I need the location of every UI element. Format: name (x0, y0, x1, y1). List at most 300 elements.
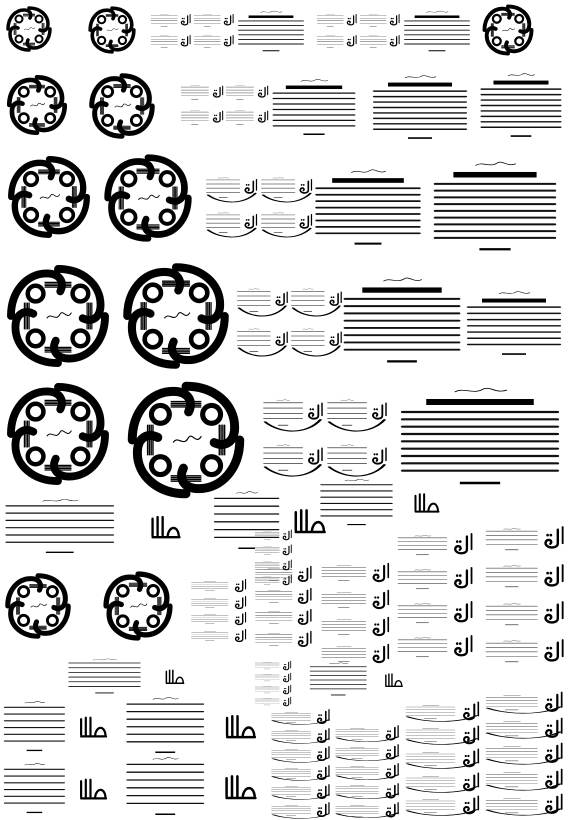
emblem-loop (28, 331, 44, 347)
panel-text-lines (317, 37, 343, 44)
emblem-arc (8, 10, 31, 29)
qul-letter (344, 10, 358, 30)
swoosh-underline (272, 736, 330, 745)
emblem-arc (138, 574, 167, 609)
panel-text-lines (398, 640, 447, 652)
emblem-arc (10, 27, 29, 50)
qul-letter (344, 31, 358, 51)
qul-surah-panel (254, 531, 280, 540)
bismillah-header (503, 747, 520, 748)
allah-text-panel (2, 700, 67, 752)
bismillah-header (422, 705, 438, 706)
qul-emblem (4, 72, 70, 138)
emblem-loop (515, 37, 523, 45)
qul-letter (387, 10, 401, 30)
emblem-loop (25, 209, 38, 222)
panel-title-line (453, 172, 536, 178)
allah-text-panel (212, 490, 281, 550)
emblem-loop (98, 16, 105, 23)
emblem-loop (203, 405, 221, 423)
qul-glyph (455, 536, 467, 553)
kursi-panel (236, 10, 306, 52)
emblem-center-script (115, 104, 131, 108)
qul-letter (178, 10, 192, 30)
bismillah-header (337, 647, 352, 648)
bismillah-header (351, 170, 386, 173)
qul-letter (368, 560, 391, 586)
panel-text-lines (398, 606, 447, 618)
qul-surah-panel (190, 581, 230, 591)
qul-emblem (4, 152, 94, 242)
emblem-loop (47, 587, 57, 597)
allah-wordmark (372, 671, 416, 691)
panel-text-lines (374, 91, 466, 129)
qul-glyph (283, 531, 289, 539)
qul-letter (368, 614, 391, 640)
bismillah-header (508, 74, 535, 76)
panel-text-lines (192, 632, 228, 638)
emblem-loop (117, 585, 128, 596)
swoosh-underline (486, 780, 562, 793)
qul-glyph (455, 638, 467, 655)
qul-glyph (373, 620, 384, 635)
emblem-arc (484, 9, 509, 30)
panel-text-lines (486, 606, 537, 619)
qul-glyph (258, 113, 265, 122)
qul-glyph (373, 647, 384, 662)
swoosh-underline (272, 773, 330, 782)
emblem-loop (46, 114, 55, 123)
qul-glyph (225, 37, 231, 46)
qul-letter (539, 595, 566, 631)
emblem-loop (61, 209, 74, 222)
panel-title-line (286, 86, 342, 89)
bismillah-header (503, 528, 520, 529)
emblem-arc (29, 8, 48, 31)
qul-glyph (373, 593, 384, 608)
panel-text-lines (255, 687, 279, 691)
allah-text-panel (124, 696, 207, 754)
qul-letter (280, 696, 293, 707)
swoosh-underline (207, 188, 257, 206)
emblem-arc (9, 80, 39, 105)
qul-glyph (235, 598, 242, 608)
panel-text-lines (192, 616, 228, 622)
panel-text-lines (226, 87, 253, 96)
qul-glyph (284, 662, 289, 669)
emblem-loop (103, 87, 113, 97)
emblem-loop (119, 37, 126, 44)
bismillah-header (337, 566, 352, 567)
bismillah-header (414, 637, 430, 638)
emblem-arc (132, 391, 190, 440)
panel-text-lines (256, 592, 292, 600)
panel-text-lines (194, 37, 220, 44)
bismillah-header (383, 278, 421, 281)
emblem-center-script (130, 604, 147, 608)
emblem-loop (191, 285, 207, 301)
bismillah-header (329, 663, 348, 664)
panel-text-lines (486, 643, 537, 656)
qul-letter (230, 595, 249, 611)
panel-title-line (388, 83, 452, 87)
bismillah-header (235, 85, 244, 86)
bismillah-header (503, 721, 520, 722)
emblem-loop (145, 285, 161, 301)
qul-surah-panel (320, 619, 368, 635)
allah-glyph (227, 716, 255, 737)
emblem-arc (108, 162, 152, 198)
panel-text-lines (194, 16, 220, 23)
kursi-panel (478, 72, 564, 138)
swoosh-underline (486, 703, 562, 716)
qul-letter (368, 587, 391, 613)
emblem-arc (11, 163, 52, 197)
bismillah-header (503, 641, 520, 642)
allah-text-panel (66, 658, 143, 694)
panel-text-lines (192, 583, 228, 589)
panel-text-lines (317, 16, 343, 23)
qul-surah-panel (150, 35, 178, 48)
panel-title-line (362, 287, 441, 292)
emblem-center-script (138, 195, 159, 200)
allah-wordmark (211, 711, 271, 746)
qul-surah-panel (396, 637, 449, 657)
swoosh-underline (264, 458, 322, 481)
bismillah-header (235, 110, 244, 111)
qul-letter (539, 520, 566, 556)
emblem-loop (19, 114, 28, 123)
allah-wordmark (147, 667, 203, 689)
bismillah-header (422, 776, 438, 777)
allah-wordmark (70, 775, 117, 806)
kursi-panel (402, 10, 472, 52)
emblem-loop (145, 331, 161, 347)
panel-text-lines (316, 188, 419, 233)
bismillah-header (414, 603, 430, 604)
qul-letter (280, 684, 293, 695)
qul-glyph (455, 570, 467, 587)
emblem-loop (98, 37, 105, 44)
swoosh-underline (292, 340, 341, 360)
emblem-loop (103, 115, 113, 125)
emblem-loop (122, 172, 135, 185)
panel-text-lines (5, 707, 65, 741)
qul-glyph (235, 631, 242, 641)
bismillah-header (341, 400, 354, 401)
qul-emblem (2, 260, 114, 372)
qul-letter (255, 80, 269, 104)
qul-letter (449, 630, 475, 662)
emblem-center-script (107, 28, 118, 31)
bismillah-header (25, 701, 45, 703)
emblem-arc (92, 28, 112, 52)
qul-letter (255, 105, 269, 129)
swoosh-underline (406, 806, 478, 818)
qul-emblem (86, 70, 158, 142)
allah-wordmark (124, 512, 208, 546)
emblem-arc (508, 6, 529, 31)
qul-glyph (373, 566, 384, 581)
qul-letter (387, 31, 401, 51)
swoosh-underline (406, 712, 478, 724)
panel-text-lines (255, 663, 279, 667)
kursi-panel (370, 74, 470, 140)
panel-text-lines (256, 635, 292, 643)
qul-glyph (258, 88, 265, 97)
allah-glyph (167, 670, 184, 683)
bismillah-header (218, 212, 229, 213)
qul-emblem (480, 2, 536, 58)
allah-glyph (82, 718, 107, 737)
emblem-loop (19, 87, 28, 96)
allah-text-panel (124, 756, 207, 816)
panel-text-lines (405, 21, 469, 44)
emblem-arc (37, 77, 62, 107)
emblem-center-script (24, 28, 35, 31)
emblem-loop (25, 173, 38, 186)
emblem-loop (36, 16, 43, 23)
qul-letter (539, 633, 566, 669)
qul-surah-panel (254, 568, 294, 581)
qul-surah-panel (316, 35, 344, 48)
bismillah-header (277, 445, 290, 446)
panel-text-lines (239, 21, 303, 44)
swoosh-underline (406, 735, 478, 747)
qul-surah-panel (396, 535, 449, 555)
emblem-loop (122, 210, 135, 223)
bismillah-header (302, 329, 313, 330)
emblem-arc (132, 312, 176, 365)
emblem-loop (119, 16, 126, 23)
kursi-panel (464, 290, 564, 356)
bismillah-header (422, 752, 438, 753)
emblem-loop (16, 36, 23, 43)
qul-emblem (4, 4, 54, 54)
panel-text-lines (255, 675, 279, 679)
qul-surah-panel (320, 646, 368, 662)
qul-surah-panel (150, 14, 178, 27)
panel-title-line (482, 299, 546, 303)
kursi-panel (430, 160, 560, 252)
qul-letter (210, 105, 224, 129)
emblem-loop (28, 449, 44, 465)
qul-glyph (298, 590, 307, 603)
emblem-loop (191, 331, 207, 347)
bismillah-header (422, 729, 438, 730)
qul-glyph (225, 16, 231, 25)
qul-letter (294, 564, 313, 584)
panel-text-lines (486, 568, 537, 581)
emblem-arc (186, 386, 235, 444)
panel-text-lines (322, 595, 366, 604)
qul-surah-panel (254, 611, 294, 624)
emblem-center-script (31, 604, 47, 608)
emblem-arc (58, 387, 101, 438)
panel-text-lines (360, 16, 386, 23)
bismillah-header (345, 479, 369, 481)
bismillah-header (93, 659, 117, 660)
emblem-arc (148, 158, 184, 202)
emblem-center-script (47, 431, 72, 437)
emblem-arc (11, 603, 38, 636)
bismillah-header (405, 76, 436, 78)
panel-title-line (332, 178, 404, 183)
qul-glyph (298, 568, 307, 581)
emblem-loop (19, 587, 29, 597)
qul-surah-panel (193, 14, 221, 27)
panel-text-lines (226, 112, 253, 121)
bismillah-header (218, 177, 229, 178)
swoosh-underline (238, 300, 287, 320)
emblem-center-script (173, 436, 201, 442)
allah-text-panel (2, 762, 67, 814)
emblem-loop (28, 404, 44, 420)
swoosh-underline (238, 340, 287, 360)
bismillah-header (337, 593, 352, 594)
qul-letter (210, 80, 224, 104)
emblem-arc (109, 603, 138, 638)
qul-surah-panel (254, 633, 294, 646)
bismillah-header (427, 11, 449, 13)
qul-surah-panel (484, 603, 539, 626)
qul-glyph (213, 113, 220, 122)
emblem-loop (493, 15, 501, 23)
emblem-loop (36, 36, 43, 43)
bismillah-header (236, 491, 257, 493)
bismillah-header (190, 85, 199, 86)
kursi-panel (396, 386, 564, 486)
panel-text-lines (69, 663, 140, 686)
qul-glyph (391, 16, 397, 25)
bismillah-header (273, 177, 284, 178)
emblem-arc (137, 436, 186, 494)
qul-letter (539, 558, 566, 594)
qul-letter (449, 596, 475, 628)
qul-surah-panel (225, 110, 255, 125)
emblem-arc (112, 8, 132, 32)
bismillah-header (153, 757, 179, 759)
qul-emblem (100, 150, 196, 246)
emblem-loop (148, 585, 159, 596)
qul-glyph (546, 605, 558, 623)
emblem-loop (73, 404, 89, 420)
panel-text-lines (255, 699, 279, 703)
panel-title-line (415, 15, 460, 18)
qul-surah-panel (320, 592, 368, 608)
emblem-loop (148, 616, 159, 627)
emblem-loop (515, 15, 523, 23)
swoosh-underline (336, 791, 399, 801)
emblem-loop (73, 286, 89, 302)
panel-text-lines (398, 538, 447, 550)
emblem-arc (58, 269, 101, 320)
panel-text-lines (255, 562, 279, 567)
emblem-loop (47, 615, 57, 625)
qul-letter (230, 628, 249, 644)
emblem-arc (15, 312, 58, 363)
emblem-loop (160, 210, 173, 223)
emblem-arc (49, 159, 83, 200)
emblem-arc (8, 579, 41, 606)
panel-text-lines (322, 622, 366, 631)
qul-glyph (182, 37, 188, 46)
emblem-arc (95, 103, 122, 136)
panel-text-lines (274, 93, 355, 126)
bismillah-header (301, 79, 328, 81)
qul-letter (449, 528, 475, 560)
qul-emblem (122, 376, 250, 504)
emblem-loop (73, 331, 89, 347)
qul-surah-panel (254, 674, 280, 681)
emblem-center-script (30, 103, 45, 106)
qul-glyph (213, 88, 220, 97)
panel-text-lines (398, 572, 447, 584)
panel-text-lines (322, 568, 366, 577)
qul-emblem (2, 378, 114, 490)
qul-glyph (298, 633, 307, 646)
panel-text-lines (256, 613, 292, 621)
allah-wordmark (399, 490, 455, 519)
qul-surah-panel (396, 569, 449, 589)
emblem-arc (11, 273, 62, 316)
qul-surah-panel (316, 14, 344, 27)
emblem-loop (19, 615, 29, 625)
panel-title-line (249, 15, 294, 18)
allah-wordmark (70, 713, 117, 744)
qul-letter (280, 543, 293, 557)
bismillah-header (302, 289, 313, 290)
emblem-center-script (40, 194, 60, 199)
panel-text-lines (151, 37, 177, 44)
qul-letter (280, 660, 293, 671)
panel-text-lines (192, 599, 228, 605)
panel-text-lines (7, 506, 113, 542)
qul-glyph (284, 686, 289, 693)
qul-surah-panel (225, 85, 255, 100)
bismillah-header (248, 289, 259, 290)
swoosh-underline (336, 810, 399, 820)
swoosh-underline (486, 805, 562, 818)
bismillah-header (422, 799, 438, 800)
allah-glyph (386, 674, 402, 686)
emblem-loop (203, 457, 221, 475)
qul-glyph (284, 698, 289, 705)
swoosh-underline (272, 717, 330, 726)
emblem-arc (112, 195, 148, 239)
panel-text-lines (481, 89, 560, 127)
panel-text-lines (468, 307, 560, 344)
bismillah-header (248, 329, 259, 330)
emblem-arc (92, 79, 125, 106)
swoosh-underline (406, 783, 478, 795)
qul-emblem (100, 568, 176, 644)
emblem-arc (15, 194, 49, 235)
panel-title-line (426, 399, 534, 405)
panel-text-lines (322, 649, 366, 658)
panel-text-lines (345, 299, 459, 350)
bismillah-header (277, 400, 290, 401)
qul-letter (449, 562, 475, 594)
qul-glyph (283, 546, 289, 554)
bismillah-header (337, 620, 352, 621)
swoosh-underline (406, 759, 478, 771)
emblem-center-script (502, 28, 514, 31)
emblem-loop (493, 37, 501, 45)
qul-surah-panel (254, 686, 280, 693)
qul-surah-panel (254, 698, 280, 705)
qul-letter (368, 641, 391, 667)
